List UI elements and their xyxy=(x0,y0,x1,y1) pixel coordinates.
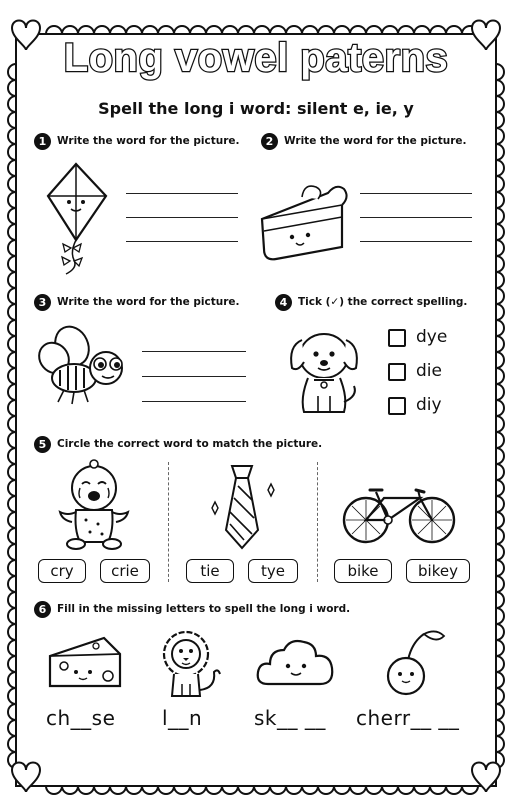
section-number: 5 xyxy=(34,436,51,453)
section-number: 3 xyxy=(34,294,51,311)
puppy-icon xyxy=(284,322,366,418)
checkbox-diy[interactable] xyxy=(388,397,406,415)
word-choice-button[interactable]: bike xyxy=(334,559,392,583)
answer-line[interactable] xyxy=(360,241,472,242)
section-number: 6 xyxy=(34,601,51,618)
heart-icon xyxy=(472,763,500,793)
option-label: diy xyxy=(416,395,442,415)
necktie-icon xyxy=(200,460,284,552)
section-number: 4 xyxy=(275,294,292,311)
fly-icon xyxy=(36,322,136,406)
section-instruction: Write the word for the picture. xyxy=(284,135,467,147)
answer-line[interactable] xyxy=(126,241,238,242)
fill-word-lion: l__n xyxy=(162,706,203,730)
section-number: 1 xyxy=(34,133,51,150)
word-choice-button[interactable]: cry xyxy=(38,559,86,583)
answer-line[interactable] xyxy=(142,401,246,402)
answer-line[interactable] xyxy=(126,217,238,218)
section-instruction: Circle the correct word to match the picture. xyxy=(57,438,323,450)
column-divider xyxy=(168,462,169,582)
answer-line[interactable] xyxy=(126,193,238,194)
fill-word-cheese: ch__se xyxy=(46,706,116,730)
word-choice-button[interactable]: crie xyxy=(100,559,150,583)
fill-word-sky: sk__ __ xyxy=(254,706,326,730)
option-label: die xyxy=(416,361,442,381)
section-instruction: Fill in the missing letters to spell the long i word. xyxy=(57,603,351,615)
checkbox-die[interactable] xyxy=(388,363,406,381)
section-number: 2 xyxy=(261,133,278,150)
kite-icon xyxy=(40,160,120,278)
word-choice-button[interactable]: tie xyxy=(186,559,234,583)
cherry-icon xyxy=(384,626,448,698)
answer-line[interactable] xyxy=(142,351,246,352)
answer-line[interactable] xyxy=(360,193,472,194)
page-subtitle: Spell the long i word: silent e, ie, y xyxy=(98,99,414,118)
fill-word-cherry: cherr__ __ xyxy=(356,706,460,730)
bicycle-icon xyxy=(340,484,458,548)
lion-icon xyxy=(156,628,226,700)
answer-line[interactable] xyxy=(360,217,472,218)
cheese-icon xyxy=(46,632,124,694)
word-choice-button[interactable]: bikey xyxy=(406,559,470,583)
crying-baby-icon xyxy=(54,458,134,550)
option-label: dye xyxy=(416,327,448,347)
column-divider xyxy=(317,462,318,582)
heart-icon xyxy=(12,763,40,793)
answer-line[interactable] xyxy=(142,376,246,377)
page-title: Long vowel paterns xyxy=(63,36,449,80)
checkbox-dye[interactable] xyxy=(388,329,406,347)
pie-icon xyxy=(258,175,350,265)
cloud-icon xyxy=(254,634,338,690)
section-instruction: Write the word for the picture. xyxy=(57,135,240,147)
section-instruction: Write the word for the picture. xyxy=(57,296,240,308)
section-instruction: Tick (✓) the correct spelling. xyxy=(298,296,468,308)
word-choice-button[interactable]: tye xyxy=(248,559,298,583)
